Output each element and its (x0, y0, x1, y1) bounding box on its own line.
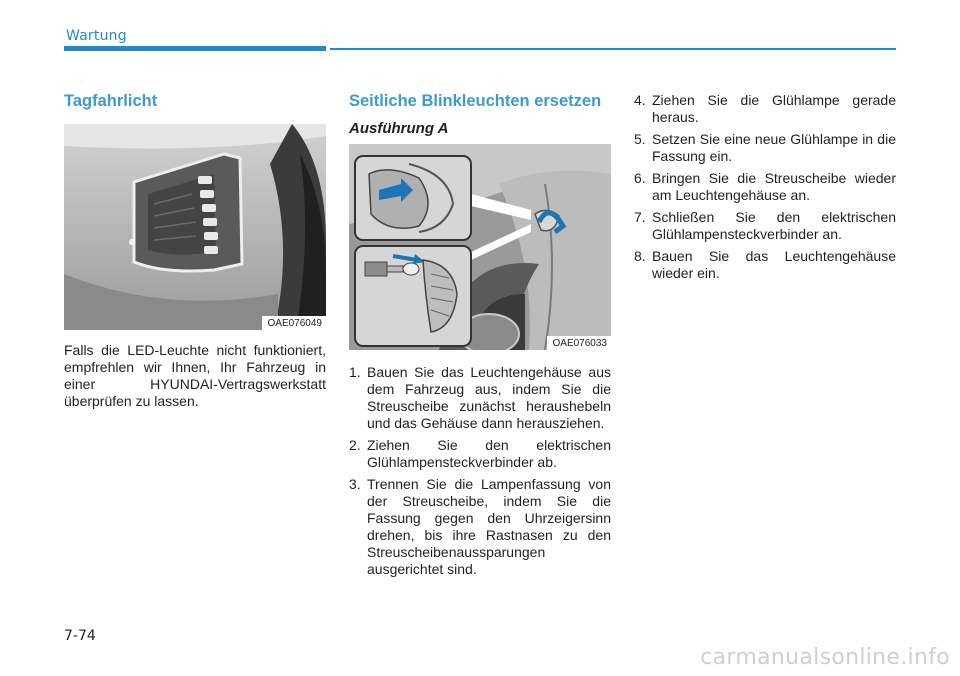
column-right (634, 92, 896, 287)
header-rule-thick (64, 46, 326, 51)
figure-drl (64, 124, 326, 330)
list-item: 4. Ziehen Sie die Glühlampe gerade heraus. (634, 92, 896, 125)
heading-tagfahrlicht: Tagfahrlicht (64, 92, 158, 110)
list-item: 7. Schließen Sie den elektrischen Glühlampensteckverbinder an. (634, 209, 896, 242)
header-rule-thin (330, 48, 896, 50)
section-title: Wartung (66, 28, 127, 44)
steps-list-1-3 (349, 364, 611, 578)
list-item: 6. Bringen Sie die Streuscheibe wieder am Leuchtengehäuse an. (634, 170, 896, 203)
subheading-variant: Ausführung A (349, 120, 449, 137)
list-item: 2. Ziehen Sie den elektrischen Glühlampensteckverbinder ab. (349, 437, 611, 470)
watermark: carmanualsonline.info (700, 645, 950, 670)
column-left (64, 92, 326, 410)
drl-illustration (64, 124, 326, 330)
figure-code: OAE076033 (547, 336, 612, 350)
side-indicator-illustration (349, 144, 611, 350)
list-item: 8. Bauen Sie das Leuchtengehäuse wieder ein. (634, 248, 896, 281)
figure-side-indicator (349, 144, 611, 350)
list-item: 3. Trennen Sie die Lampenfassung von der Streuscheibe, indem Sie die Fassung gegen den Uhrzeigersinn drehen, bis ihre Rastnasen zu den Streuscheibenaussparungen ausgerichtet sind. (349, 476, 611, 577)
heading-blinkleuchten: Seitliche Blinkleuchten ersetzen (349, 92, 602, 110)
column-middle (349, 92, 611, 583)
steps-list-4-8 (634, 92, 896, 282)
list-item: 5. Setzen Sie eine neue Glühlampe in die Fassung ein. (634, 131, 896, 164)
page-number: 7-74 (64, 628, 96, 644)
drl-paragraph: Falls die LED-Leuchte nicht funktioniert, empfrehlen wir Ihnen, Ihr Fahrzeug in einer HYUNDAI-Vertragswerkstatt überprüfen zu lassen. (64, 342, 326, 409)
list-item: 1. Bauen Sie das Leuchtengehäuse aus dem Fahrzeug aus, indem Sie die Streuscheibe zunächst heraushebeln und das Gehäuse dann herausziehen. (349, 364, 611, 431)
figure-code: OAE076049 (262, 316, 327, 330)
